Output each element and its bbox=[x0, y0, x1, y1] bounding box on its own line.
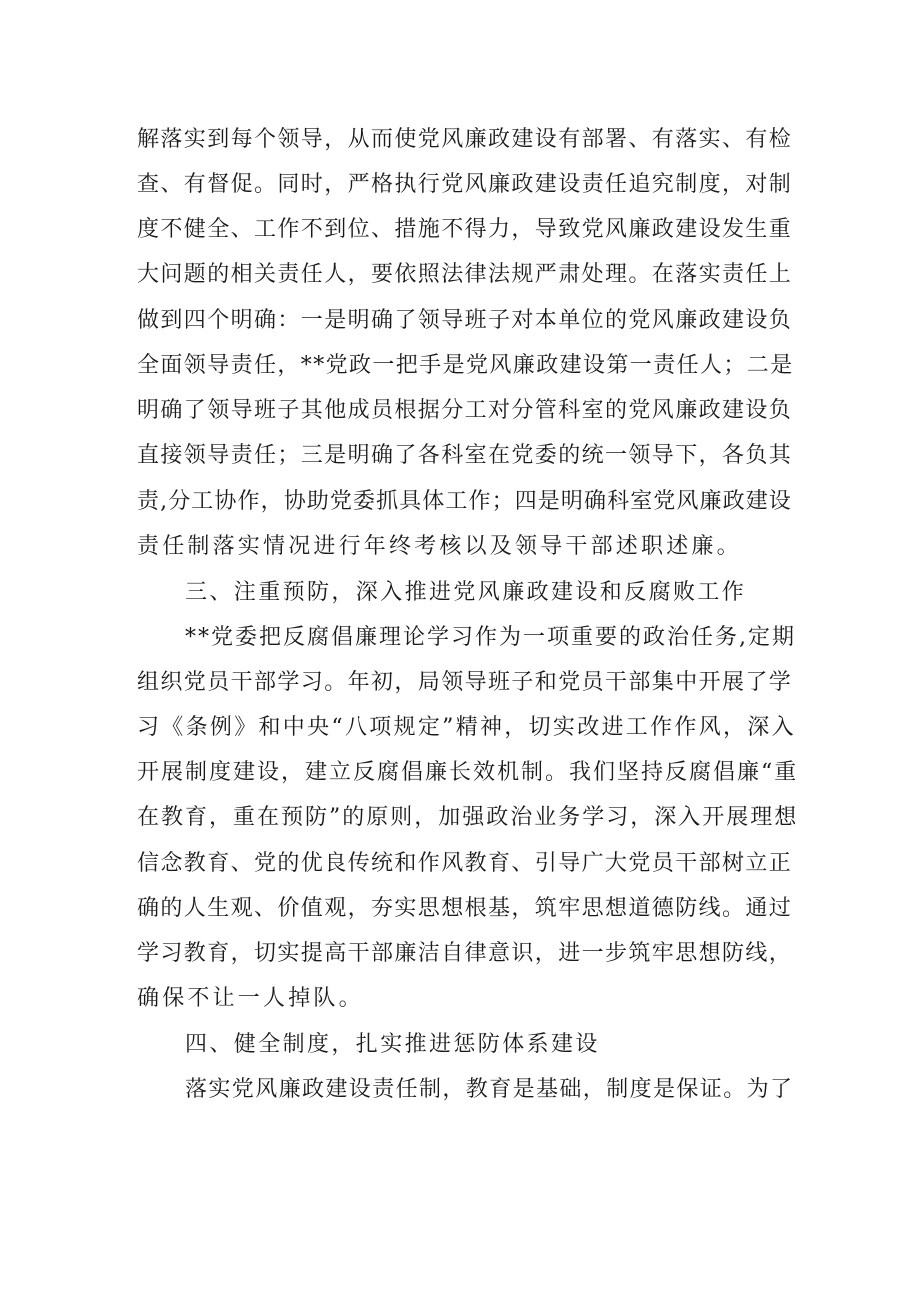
paragraph-line: 在教育，重在预防”的原则，加强政治业务学习，深入开展理想 bbox=[137, 805, 799, 830]
paragraph-line: 开展制度建设，建立反腐倡廉长效机制。我们坚持反腐倡廉“重 bbox=[137, 760, 799, 785]
paragraph-line: 做到四个明确：一是明确了领导班子对本单位的党风廉政建设负 bbox=[137, 308, 793, 333]
paragraph-line: 学习教育，切实提高干部廉洁自律意识，进一步筑牢思想防线， bbox=[137, 941, 793, 966]
paragraph-line: 明确了领导班子其他成员根据分工对分管科室的党风廉政建设负 bbox=[137, 398, 793, 423]
paragraph-line: 度不健全、工作不到位、措施不得力，导致党风廉政建设发生重 bbox=[137, 217, 793, 242]
paragraph-line: 责,分工协作，协助党委抓具体工作；四是明确科室党风廉政建设 bbox=[137, 489, 792, 514]
paragraph-line: 全面领导责任，**党政一把手是党风廉政建设第一责任人；二是 bbox=[137, 353, 794, 378]
section-heading: 三、注重预防，深入推进党风廉政建设和反腐败工作 bbox=[185, 580, 747, 605]
paragraph-line: 确保不让一人掉队。 bbox=[137, 986, 364, 1011]
paragraph-line: 查、有督促。同时，严格执行党风廉政建设责任追究制度，对制 bbox=[137, 172, 793, 197]
section-heading: 四、健全制度，扎实推进惩防体系建设 bbox=[185, 1032, 600, 1057]
paragraph-line: 组织党员干部学习。年初，局领导班子和党员干部集中开展了学 bbox=[137, 670, 793, 695]
paragraph-line: 习《条例》和中央“八项规定”精神，切实改进工作作风，深入 bbox=[137, 715, 796, 740]
paragraph-line: 大问题的相关责任人，要依照法律法规严肃处理。在落实责任上 bbox=[137, 262, 793, 287]
paragraph-line: 解落实到每个领导，从而使党风廉政建设有部署、有落实、有检 bbox=[137, 127, 793, 152]
paragraph-line: 责任制落实情况进行年终考核以及领导干部述职述廉。 bbox=[137, 534, 742, 559]
paragraph-line: 确的人生观、价值观，夯实思想根基，筑牢思想道德防线。通过 bbox=[137, 896, 793, 921]
paragraph-line: 落实党风廉政建设责任制，教育是基础，制度是保证。为了 bbox=[185, 1077, 794, 1102]
paragraph-line: 信念教育、党的优良传统和作风教育、引导广大党员干部树立正 bbox=[137, 851, 793, 876]
paragraph-line: 直接领导责任；三是明确了各科室在党委的统一领导下，各负其 bbox=[137, 443, 793, 468]
paragraph-line: **党委把反腐倡廉理论学习作为一项重要的政治任务,定期 bbox=[185, 625, 796, 650]
